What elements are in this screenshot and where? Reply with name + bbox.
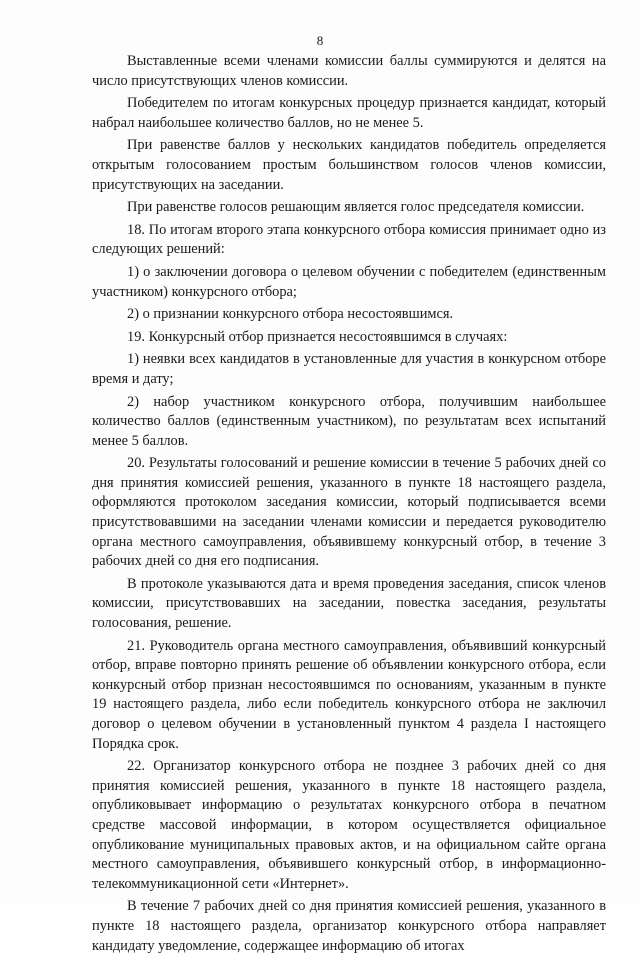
document-body xyxy=(92,52,606,959)
paragraph-21: 21. Руководитель органа местного самоуправления, объявивший конкурсный отбор, вправе повторно принять решение об объявлении конкурсного отбора, если конкурсный отбор признан несостоявшимся по основаниям, указанным в пункте 19 настоящего раздела, либо если победитель конкурсного отбора не заключил договор о целевом обучении в установленный пунктом 4 раздела I настоящего Порядка срок. xyxy=(92,637,606,752)
paragraph-protocol: В протоколе указываются дата и время проведения заседания, список членов комиссии, присутствовавших на заседании, повестка заседания, результаты голосования, решение. xyxy=(92,575,606,632)
paragraph-scores-summed: Выставленные всеми членами комиссии баллы суммируются и делятся на число присутствующих членов комиссии. xyxy=(92,53,606,89)
paragraph-tie-scores: При равенстве баллов у нескольких кандидатов победитель определяется открытым голосованием простым большинством голосов членов комиссии, присутствующих на заседании. xyxy=(92,137,606,193)
paragraph-18: 18. По итогам второго этапа конкурсного отбора комиссия принимает одно из следующих решений: xyxy=(92,221,606,258)
paragraph-notification: В течение 7 рабочих дней со дня принятия комиссией решения, указанного в пункте 18 настоящего раздела, организатор конкурсного отбора направляет кандидату уведомление, содержащее информацию об итогах xyxy=(92,898,606,954)
paragraph-22: 22. Организатор конкурсного отбора не позднее 3 рабочих дней со дня принятия комиссией решения, указанного в пункте 18 настоящего раздела, опубликовывает информацию о результатах конкурсного отбора в печатном средстве массовой информации, в котором осуществляется официальное опубликование муниципальных правовых актов, и на официальном сайте органа местного самоуправления, объявившего конкурсный отбор, в информационно-телекоммуникационной сети «Интернет». xyxy=(92,758,606,892)
paragraph-tie-votes: При равенстве голосов решающим является голос председателя комиссии. xyxy=(127,199,585,216)
paragraph-20: 20. Результаты голосований и решение комиссии в течение 5 рабочих дней со дня принятия комиссией решения, указанного в пункте 18 настоящего раздела, оформляются протоколом заседания комиссии, который подписывается всеми присутствовавшими на заседании членами комиссии и передается руководителю органа местного самоуправления, объявившему конкурсный отбор, в течение 3 рабочих дней со дня его подписания. xyxy=(92,455,606,570)
page-number: 8 xyxy=(316,33,324,48)
paragraph-winner: Победителем по итогам конкурсных процедур признается кандидат, который набрал наибольшее количество баллов, но не менее 5. xyxy=(92,95,606,131)
paragraph-18-item-2: 2) о признании конкурсного отбора несостоявшимся. xyxy=(127,306,454,323)
paragraph-19: 19. Конкурсный отбор признается несостоявшимся в случаях: xyxy=(127,328,508,345)
paragraph-18-item-1: 1) о заключении договора о целевом обучении с победителем (единственным участником) конкурсного отбора; xyxy=(92,263,606,300)
paragraph-19-item-2: 2) набор участником конкурсного отбора, получившим наибольшее количество баллов (единственным участником), по результатам всех испытаний менее 5 баллов. xyxy=(92,393,606,449)
paragraph-19-item-1: 1) неявки всех кандидатов в установленные для участия в конкурсном отборе время и дату; xyxy=(92,351,606,387)
